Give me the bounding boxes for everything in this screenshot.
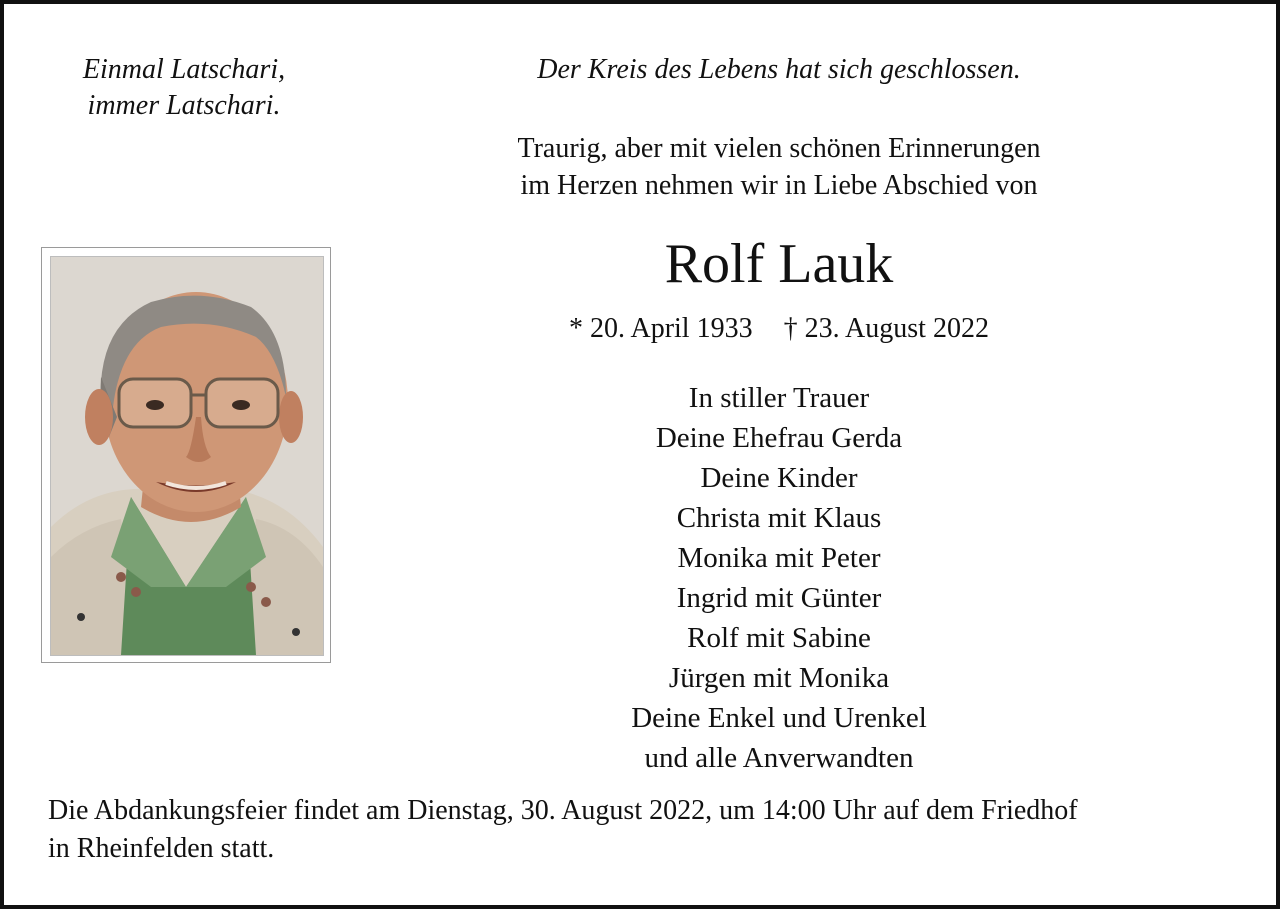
- deceased-name: Rolf Lauk: [664, 233, 894, 295]
- portrait-frame: [41, 247, 331, 663]
- mourner-line: und alle Anverwandten: [644, 742, 914, 774]
- quote: Der Kreis des Lebens hat sich geschlossen.: [537, 54, 1021, 85]
- intro-line-2: im Herzen nehmen wir in Liebe Abschied von: [520, 170, 1038, 201]
- portrait-illustration: [51, 257, 323, 655]
- mourner-line: Christa mit Klaus: [676, 502, 882, 534]
- mourner-line: Deine Enkel und Urenkel: [631, 702, 927, 734]
- mourner-line: Jürgen mit Monika: [668, 662, 890, 694]
- life-dates: [444, 311, 1114, 347]
- ceremony-line-2: in Rheinfelden statt.: [48, 833, 275, 864]
- ceremony-line-1: Die Abdankungsfeier findet am Dienstag, 30. August 2022, um 14:00 Uhr auf dem Friedhof: [48, 795, 1078, 826]
- mourner-line: In stiller Trauer: [688, 382, 870, 414]
- intro-text: [424, 130, 1134, 204]
- motto: [44, 52, 324, 124]
- motto-line-1: Einmal Latschari,: [82, 54, 286, 85]
- mourners-list: [444, 378, 1114, 778]
- death-date: † 23. August 2022: [783, 313, 989, 344]
- mourner-line: Monika mit Peter: [677, 542, 881, 574]
- mourner-line: Deine Ehefrau Gerda: [655, 422, 903, 454]
- mourner-line: Ingrid mit Günter: [676, 582, 882, 614]
- motto-line-2: immer Latschari.: [87, 90, 281, 121]
- mourner-line: Rolf mit Sabine: [687, 622, 871, 654]
- intro-line-1: Traurig, aber mit vielen schönen Erinnerungen: [517, 133, 1041, 164]
- mourner-line: Deine Kinder: [700, 462, 858, 494]
- birth-date: * 20. April 1933: [569, 313, 753, 344]
- ceremony-info: [48, 792, 1258, 868]
- portrait-photo: [50, 256, 324, 656]
